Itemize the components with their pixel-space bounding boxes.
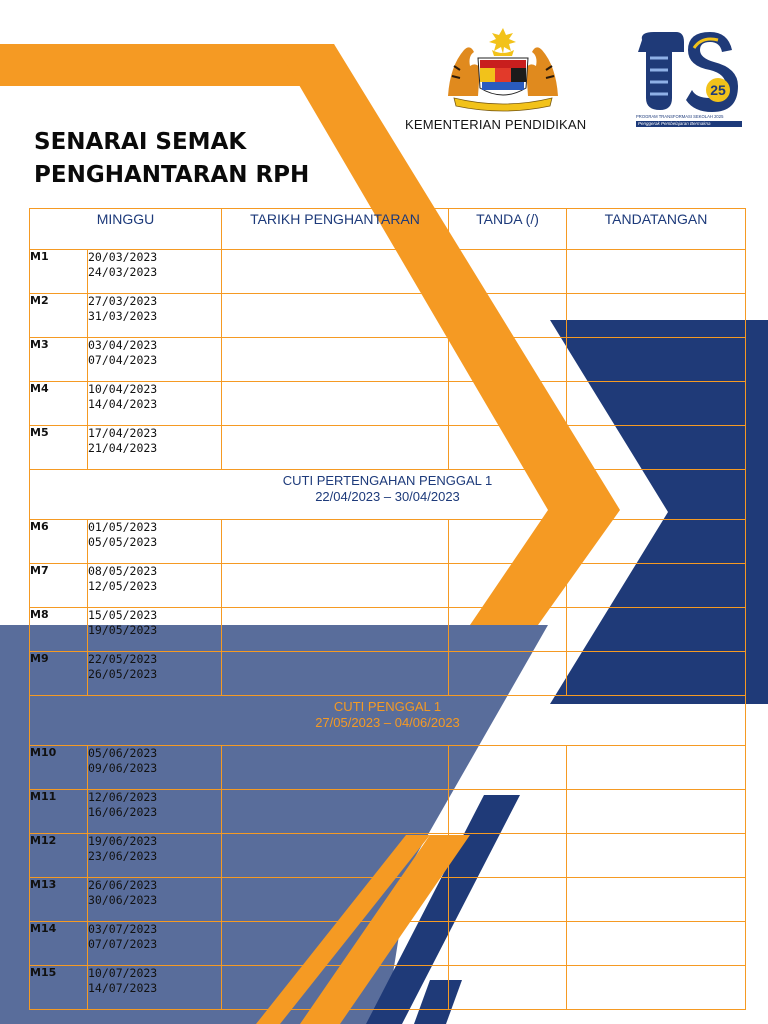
table-row — [30, 564, 746, 608]
signature-cell[interactable] — [567, 652, 746, 696]
check-mark-cell[interactable] — [449, 338, 567, 382]
week-label: M15 — [30, 966, 88, 1010]
check-mark-cell[interactable] — [449, 790, 567, 834]
signature-cell[interactable] — [567, 564, 746, 608]
table-row — [30, 250, 746, 294]
week-dates — [88, 922, 222, 966]
page-title-line1: SENARAI SEMAK — [34, 129, 247, 155]
check-mark-cell[interactable] — [449, 426, 567, 470]
week-end: 24/03/2023 — [88, 265, 158, 279]
table-row — [30, 922, 746, 966]
break-row-term — [30, 696, 746, 746]
week-dates — [88, 746, 222, 790]
week-label: M2 — [30, 294, 88, 338]
week-label: M13 — [30, 878, 88, 922]
week-label: M6 — [30, 520, 88, 564]
signature-cell[interactable] — [567, 426, 746, 470]
week-label: M14 — [30, 922, 88, 966]
week-label: M9 — [30, 652, 88, 696]
signature-cell[interactable] — [567, 608, 746, 652]
check-mark-cell[interactable] — [449, 250, 567, 294]
week-start: 01/05/2023 — [88, 520, 158, 534]
break-title: CUTI PENGGAL 1 — [333, 699, 442, 714]
week-end: 07/07/2023 — [88, 937, 158, 951]
week-start: 22/05/2023 — [88, 652, 158, 666]
week-start: 08/05/2023 — [88, 564, 158, 578]
table-row — [30, 790, 746, 834]
signature-cell[interactable] — [567, 922, 746, 966]
submission-date-cell[interactable] — [222, 338, 449, 382]
table-row — [30, 834, 746, 878]
submission-date-cell[interactable] — [222, 652, 449, 696]
signature-cell[interactable] — [567, 966, 746, 1010]
break-dates: 27/05/2023 – 04/06/2023 — [315, 715, 460, 730]
break-cell — [30, 470, 746, 520]
check-mark-cell[interactable] — [449, 608, 567, 652]
table-row — [30, 426, 746, 470]
column-header-tanda: TANDA (/) — [449, 209, 567, 250]
signature-cell[interactable] — [567, 338, 746, 382]
svg-text:25: 25 — [710, 82, 726, 98]
week-label: M12 — [30, 834, 88, 878]
week-label: M11 — [30, 790, 88, 834]
week-start: 19/06/2023 — [88, 834, 158, 848]
week-start: 12/06/2023 — [88, 790, 158, 804]
column-header-tarikh: TARIKH PENGHANTARAN — [222, 209, 449, 250]
break-title: CUTI PERTENGAHAN PENGGAL 1 — [282, 473, 493, 488]
week-end: 23/06/2023 — [88, 849, 158, 863]
table-row — [30, 520, 746, 564]
table-row — [30, 608, 746, 652]
week-dates — [88, 834, 222, 878]
week-dates — [88, 608, 222, 652]
week-end: 21/04/2023 — [88, 441, 158, 455]
submission-date-cell[interactable] — [222, 426, 449, 470]
signature-cell[interactable] — [567, 382, 746, 426]
submission-date-cell[interactable] — [222, 608, 449, 652]
page-title — [34, 126, 309, 192]
submission-date-cell[interactable] — [222, 966, 449, 1010]
break-row-mid-term — [30, 470, 746, 520]
week-label: M3 — [30, 338, 88, 382]
table-row — [30, 878, 746, 922]
week-start: 20/03/2023 — [88, 250, 158, 264]
table-row — [30, 966, 746, 1010]
submission-date-cell[interactable] — [222, 250, 449, 294]
week-end: 07/04/2023 — [88, 353, 158, 367]
check-mark-cell[interactable] — [449, 878, 567, 922]
week-dates — [88, 426, 222, 470]
submission-date-cell[interactable] — [222, 746, 449, 790]
week-start: 15/05/2023 — [88, 608, 158, 622]
week-start: 26/06/2023 — [88, 878, 158, 892]
coat-of-arms-logo — [440, 26, 566, 114]
table-row — [30, 652, 746, 696]
column-header-tandatangan: TANDATANGAN — [567, 209, 746, 250]
week-end: 14/04/2023 — [88, 397, 158, 411]
signature-cell[interactable] — [567, 790, 746, 834]
week-label: M5 — [30, 426, 88, 470]
table-row — [30, 382, 746, 426]
table-row — [30, 338, 746, 382]
check-mark-cell[interactable] — [449, 294, 567, 338]
check-mark-cell[interactable] — [449, 746, 567, 790]
check-mark-cell[interactable] — [449, 652, 567, 696]
ministry-name: KEMENTERIAN PENDIDIKAN — [405, 117, 587, 132]
signature-cell[interactable] — [567, 878, 746, 922]
signature-cell[interactable] — [567, 746, 746, 790]
week-start: 10/07/2023 — [88, 966, 158, 980]
week-end: 19/05/2023 — [88, 623, 158, 637]
week-end: 12/05/2023 — [88, 579, 158, 593]
ts25-caption — [636, 114, 742, 127]
week-start: 05/06/2023 — [88, 746, 158, 760]
check-mark-cell[interactable] — [449, 966, 567, 1010]
week-start: 03/07/2023 — [88, 922, 158, 936]
week-end: 30/06/2023 — [88, 893, 158, 907]
week-label: M1 — [30, 250, 88, 294]
check-mark-cell[interactable] — [449, 382, 567, 426]
ts25-caption-text: PROGRAM TRANSFORMASI SEKOLAH 2025 — [636, 114, 724, 119]
week-dates — [88, 966, 222, 1010]
ts25-tagline: Penggerak Pembelajaran Bermakna — [636, 121, 742, 127]
week-dates — [88, 878, 222, 922]
check-mark-cell[interactable] — [449, 564, 567, 608]
check-mark-cell[interactable] — [449, 834, 567, 878]
signature-cell[interactable] — [567, 250, 746, 294]
signature-cell[interactable] — [567, 834, 746, 878]
week-dates — [88, 564, 222, 608]
week-label: M4 — [30, 382, 88, 426]
submission-date-cell[interactable] — [222, 382, 449, 426]
week-end: 05/05/2023 — [88, 535, 158, 549]
submission-date-cell[interactable] — [222, 790, 449, 834]
submission-date-cell[interactable] — [222, 520, 449, 564]
week-start: 17/04/2023 — [88, 426, 158, 440]
week-dates — [88, 790, 222, 834]
week-start: 27/03/2023 — [88, 294, 158, 308]
week-start: 10/04/2023 — [88, 382, 158, 396]
check-mark-cell[interactable] — [449, 922, 567, 966]
week-end: 16/06/2023 — [88, 805, 158, 819]
page-title-line2: PENGHANTARAN RPH — [34, 162, 310, 188]
signature-cell[interactable] — [567, 520, 746, 564]
check-mark-cell[interactable] — [449, 520, 567, 564]
week-end: 09/06/2023 — [88, 761, 158, 775]
submission-date-cell[interactable] — [222, 294, 449, 338]
submission-date-cell[interactable] — [222, 834, 449, 878]
week-end: 14/07/2023 — [88, 981, 158, 995]
week-dates — [88, 382, 222, 426]
week-dates — [88, 338, 222, 382]
submission-date-cell[interactable] — [222, 564, 449, 608]
submission-date-cell[interactable] — [222, 878, 449, 922]
week-start: 03/04/2023 — [88, 338, 158, 352]
break-dates: 22/04/2023 – 30/04/2023 — [315, 489, 460, 504]
signature-cell[interactable] — [567, 294, 746, 338]
week-label: M10 — [30, 746, 88, 790]
week-label: M8 — [30, 608, 88, 652]
submission-date-cell[interactable] — [222, 922, 449, 966]
rph-checklist-table — [29, 208, 746, 1010]
column-header-minggu: MINGGU — [30, 209, 222, 250]
break-cell — [30, 696, 746, 746]
ts25-logo — [632, 28, 744, 124]
week-dates — [88, 652, 222, 696]
week-end: 31/03/2023 — [88, 309, 158, 323]
week-dates — [88, 250, 222, 294]
table-row — [30, 746, 746, 790]
week-label: M7 — [30, 564, 88, 608]
table-row — [30, 294, 746, 338]
week-dates — [88, 520, 222, 564]
week-dates — [88, 294, 222, 338]
week-end: 26/05/2023 — [88, 667, 158, 681]
